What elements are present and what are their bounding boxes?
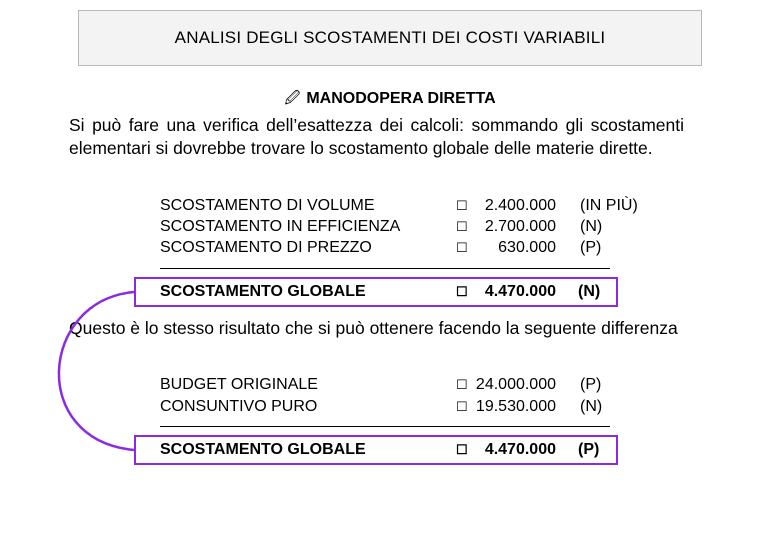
total-label: SCOSTAMENTO GLOBALE xyxy=(160,441,366,458)
row-note: (P) xyxy=(580,376,602,393)
row-amount: 19.530.000 xyxy=(475,398,556,415)
checkbox-icon: ☐ xyxy=(456,399,468,414)
row-note: (N) xyxy=(580,398,603,415)
row-label: SCOSTAMENTO IN EFFICIENZA xyxy=(160,218,401,235)
row-amount: 24.000.000 xyxy=(475,376,556,393)
row-note: (N) xyxy=(580,218,603,235)
checkbox-icon: ☐ xyxy=(456,442,468,457)
intro-paragraph: Si può fare una verifica dell’esattezza dei calcoli: sommando gli scostamenti elementari si dovrebbe trovare lo scostamento globale delle materie dirette. xyxy=(69,115,684,158)
row-label: SCOSTAMENTO DI PREZZO xyxy=(160,239,372,256)
checkbox-icon: ☐ xyxy=(456,284,468,299)
total-label: SCOSTAMENTO GLOBALE xyxy=(160,283,366,300)
checkbox-icon: ☐ xyxy=(456,219,468,234)
checkbox-icon: ☐ xyxy=(456,240,468,255)
row-amount: 2.700.000 xyxy=(484,218,556,235)
total-note: (N) xyxy=(578,283,601,300)
total-note: (P) xyxy=(578,441,600,458)
checkbox-icon: ☐ xyxy=(456,377,468,392)
row-amount: 2.400.000 xyxy=(484,197,556,214)
page-title: ANALISI DEGLI SCOSTAMENTI DEI COSTI VARIABILI xyxy=(174,28,606,47)
row-note: (IN PIÙ) xyxy=(580,197,638,214)
total-amount: 4.470.000 xyxy=(484,283,556,300)
checkbox-icon: ☐ xyxy=(456,198,468,213)
row-label: CONSUNTIVO PURO xyxy=(160,398,318,415)
middle-paragraph: Questo è lo stesso risultato che si può ottenere facendo la seguente differenza xyxy=(69,318,678,338)
total-amount: 4.470.000 xyxy=(484,441,556,458)
row-label: BUDGET ORIGINALE xyxy=(160,376,318,393)
section-heading-text: MANODOPERA DIRETTA xyxy=(306,90,496,107)
connector-arc-line xyxy=(59,292,134,450)
row-label: SCOSTAMENTO DI VOLUME xyxy=(160,197,375,214)
pencil-icon: 🖉 xyxy=(284,90,301,107)
row-amount: 630.000 xyxy=(498,239,556,256)
row-note: (P) xyxy=(580,239,602,256)
